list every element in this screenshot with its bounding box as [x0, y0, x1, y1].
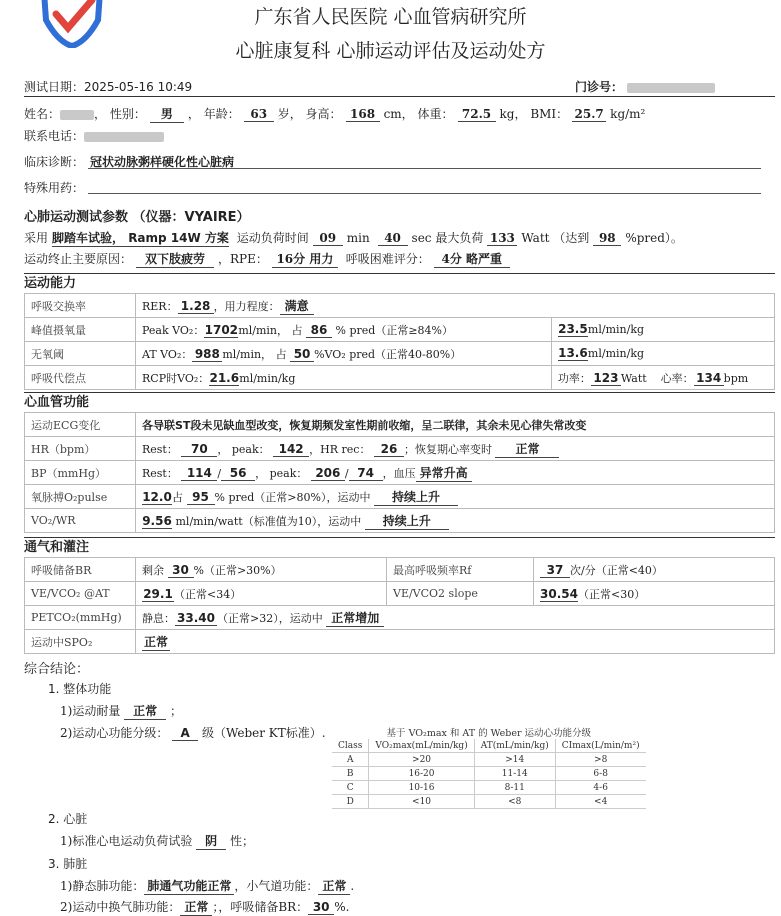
gender-value: 男 [150, 105, 184, 123]
s3-2-end: %. [334, 900, 350, 914]
veco2at-suffix: （正常<34） [174, 587, 242, 601]
peak-label: peak： [269, 466, 308, 480]
bp-peak-sys: 206 [311, 466, 345, 481]
s3-2-label: 2)运动中换气肺功能： [60, 900, 181, 914]
peak-pct-label: 占 [291, 323, 303, 337]
veco2at-cell [136, 582, 387, 606]
peak-rel-value: 23.5 [558, 322, 588, 336]
s1-1-label: 1)运动耐量 [60, 704, 121, 718]
test-date-label: 测试日期： [24, 80, 85, 94]
bp-rest-dia: 56 [221, 466, 255, 481]
cpet-device: （仪器：VYAIRE） [132, 210, 250, 225]
hrrec-change-label: ；恢复期心率变时 [403, 442, 492, 456]
o2p-pct-value: 95 [187, 490, 215, 505]
s3-1-label: 1)静态肺功能： [60, 879, 145, 893]
vo2wr-trend-value: 持续上升 [365, 512, 449, 530]
o2p-suffix: % pred（正常>80%），运动中 [214, 490, 371, 504]
rel-unit: ml/min/kg [587, 323, 645, 336]
s2-1-value: 阴 [196, 832, 226, 850]
hr-label: 心率： [660, 371, 694, 385]
bp-rest-sys: 114 [181, 466, 217, 481]
table-row [25, 606, 775, 630]
s3-2b-value: 30 [308, 900, 334, 915]
slash: / [217, 466, 222, 480]
peak-unit: ml/min， [238, 323, 289, 337]
cpet-method-row [24, 229, 683, 247]
peak-label: peak： [231, 442, 270, 456]
phone-label: 联系电话： [24, 129, 85, 143]
table-row [25, 413, 775, 437]
medication-line [88, 193, 761, 194]
petco2-label: 静息： [142, 611, 175, 625]
comma: ， [255, 466, 267, 480]
ventilation-table [24, 557, 775, 654]
rpe-value: 16分 用力 [272, 250, 338, 268]
petco2-mid: （正常>32），运动中 [217, 611, 323, 625]
slope-cell [534, 582, 775, 606]
table-row [25, 318, 775, 342]
power-value: 123 [591, 371, 621, 386]
power-label: 功率： [557, 371, 591, 385]
rer-value: 1.28 [178, 299, 214, 314]
weber-cell: A [332, 753, 369, 767]
at-name: 无氧阈 [25, 342, 136, 366]
weber-cell: 6-8 [555, 767, 645, 781]
at-pct-value: 50 [290, 347, 314, 362]
bp-cell [136, 461, 775, 485]
s1-2-label: 2)运动心功能分级： [60, 726, 169, 740]
slash: / [344, 466, 349, 480]
medication-row [24, 179, 84, 196]
divider [24, 96, 775, 97]
stop-reason-row [24, 250, 514, 268]
exercise-capacity-table [24, 293, 775, 390]
peak-pct-value: 86 [306, 323, 332, 338]
weber-cell: B [332, 767, 369, 781]
table-row [25, 630, 775, 654]
method-prefix: 采用 [24, 231, 49, 245]
s1-2-value: A [172, 726, 198, 741]
table-row [25, 437, 775, 461]
watt-unit: Watt [521, 231, 550, 245]
peak-vo2-value: 1702 [204, 322, 239, 337]
bp-peak-dia: 74 [349, 466, 383, 481]
s2-1-label: 1)标准心电运动负荷试验 [60, 834, 193, 848]
table-row [332, 739, 646, 753]
weber-header: Class [332, 739, 369, 753]
weber-cell: 10-16 [369, 781, 474, 795]
hr-value: 134 [694, 371, 724, 386]
table-row [332, 753, 646, 767]
slope-name: VE/VCO2 slope [387, 582, 534, 606]
table-row [25, 582, 775, 606]
table-row [25, 461, 775, 485]
rest-label: Rest： [142, 466, 178, 480]
duration-min: 09 [313, 231, 343, 246]
rf-name: 最高呼吸频率Rf [387, 558, 534, 582]
max-load-value: 133 [487, 231, 517, 246]
vo2wr-value: 9.56 [142, 513, 172, 528]
s3-1-mid: ，小气道功能： [234, 879, 319, 893]
height-label: 身高： [305, 107, 342, 121]
hospital-title: 广东省人民医院 心血管病研究所 [254, 6, 527, 28]
gender-label: 性别： [109, 107, 146, 121]
rpe-label: ，RPE： [218, 252, 268, 266]
rer-label: RER： [142, 299, 178, 313]
at-rel-value: 13.6 [558, 346, 588, 360]
rer-name: 呼吸交换率 [25, 294, 136, 318]
table-row [25, 366, 775, 390]
s3-2-mid: ；，呼吸储备BR： [212, 900, 309, 914]
peak-name: 峰值摄氧量 [25, 318, 136, 342]
table-row [332, 795, 646, 809]
br-cell [136, 558, 387, 582]
rf-suffix: 次/分（正常<40） [570, 563, 663, 577]
weber-cell: 11-14 [474, 767, 555, 781]
bp-name: BP（mmHg） [25, 461, 136, 485]
reach-pct: 98 [593, 231, 621, 246]
o2p-value: 12.0 [142, 489, 172, 504]
clinic-number [575, 78, 715, 95]
age-label: 年龄： [203, 107, 240, 121]
o2p-pct-label: 占 [172, 490, 183, 504]
cpet-section-title [24, 206, 250, 225]
clinic-number-label: 门诊号： [575, 80, 624, 94]
peak-cell [136, 318, 552, 342]
rel-unit: ml/min/kg [239, 371, 296, 385]
at-label: AT VO₂： [142, 347, 193, 361]
stop-reason-label: 运动终止主要原因： [24, 252, 133, 266]
weber-cell: 4-6 [555, 781, 645, 795]
vo2wr-suffix: ml/min/watt（标准值为10），运动中 [175, 514, 362, 528]
power-cell [551, 366, 774, 390]
test-date: 2025-05-16 10:49 [84, 80, 193, 94]
cpet-title: 心肺运动测试参数 [24, 210, 129, 225]
bp-label: ，血压 [382, 466, 416, 480]
diagnosis-value: 冠状动脉粥样硬化性心脏病 [90, 155, 235, 169]
conclusion-s3-1 [60, 877, 354, 895]
at-rel-cell [551, 342, 774, 366]
s1-1-value: 正常 [124, 702, 166, 720]
at-pct-label: 占 [275, 347, 287, 361]
hr-peak-value: 142 [273, 442, 309, 457]
height-value: 168 [346, 107, 380, 122]
conclusion-s1-1 [60, 702, 182, 720]
petco2-value: 33.40 [175, 611, 217, 626]
o2p-trend-value: 持续上升 [374, 488, 458, 506]
weight-unit: kg， [499, 107, 527, 121]
height-unit: cm， [383, 107, 414, 121]
rcp-value: 21.6 [209, 370, 240, 385]
vo2wr-cell [136, 509, 775, 533]
duration-label: 运动负荷时间 [236, 231, 309, 245]
conclusion-s3: 3. 肺脏 [48, 857, 88, 871]
weber-cell: <4 [555, 795, 645, 809]
dyspnea-label: 呼吸困难评分： [345, 252, 430, 266]
at-unit: ml/min， [222, 347, 273, 361]
rcp-name: 呼吸代偿点 [25, 366, 136, 390]
hr-rec-value: 26 [374, 442, 404, 457]
petco2-trend-value: 正常增加 [326, 609, 384, 627]
dyspnea-value: 4分 略严重 [434, 250, 510, 268]
vo2wr-name: VO₂/WR [25, 509, 136, 533]
redacted-phone [84, 132, 164, 142]
duration-sec: 40 [378, 231, 408, 246]
s3-1-value: 肺通气功能正常 [144, 877, 234, 895]
method-value: 脚踏车试验， Ramp 14W 方案 [52, 231, 229, 245]
s2-1-end: 性； [229, 834, 254, 848]
bmi-label: BMI： [530, 107, 569, 121]
medication-label: 特殊用药： [24, 181, 85, 195]
sec-unit: sec [411, 231, 432, 245]
spo2-cell [136, 630, 775, 654]
ventilation-header: 通气和灌注 [24, 537, 775, 558]
name-label: 姓名： [24, 107, 61, 121]
slope-value: 30.54 [540, 586, 578, 601]
weber-classification-table [332, 725, 646, 809]
ecg-value: 各导联ST段未见缺血型改变，恢复期频发室性期前收缩，呈二联律，其余未见心律失常改变 [136, 413, 775, 437]
weber-header: AT(mL/min/kg) [474, 739, 555, 753]
s1-2-end: 级（Weber KT标准）. [201, 726, 326, 740]
br-label: 剩余 [142, 563, 164, 577]
petco2-cell [136, 606, 775, 630]
rest-label: Rest： [142, 442, 178, 456]
bp-response-value: 异常升高 [416, 464, 472, 482]
weber-cell: D [332, 795, 369, 809]
rcp-label: RCP时VO₂： [142, 371, 210, 385]
hr-rest-value: 70 [181, 442, 217, 457]
slope-suffix: （正常<30） [578, 587, 646, 601]
veco2at-name: VE/VCO₂ @AT [25, 582, 136, 606]
hr-name: HR（bpm） [25, 437, 136, 461]
s3-1b-value: 正常 [318, 877, 350, 895]
table-row [25, 485, 775, 509]
table-row [332, 767, 646, 781]
rel-unit: ml/min/kg [587, 347, 645, 360]
test-date-row [24, 78, 192, 95]
conclusion-s1-2 [60, 724, 326, 741]
rf-cell [534, 558, 775, 582]
redacted-name [60, 110, 94, 120]
max-load-label: 最大负荷 [435, 231, 484, 245]
weber-header: VO₂max(mL/min/kg) [369, 739, 474, 753]
bmi-value: 25.7 [572, 107, 606, 122]
rcp-cell [136, 366, 552, 390]
conclusion-s3-2 [60, 898, 349, 916]
report-title: 心脏康复科 心肺运动评估及运动处方 [235, 40, 546, 62]
exercise-capacity-header: 运动能力 [24, 273, 775, 294]
weber-table-title: 基于 VO₂max 和 AT 的 Weber 运动心功能分级 [386, 728, 592, 739]
rf-value: 37 [540, 563, 570, 578]
hr-cell [136, 437, 775, 461]
conclusion-s2-1 [60, 832, 254, 850]
patient-info-row: 姓名： ， 性别： 男 ， 年龄： 63 岁， 身高： 168 cm， 体重： 72.5 kg， BMI： 25.7 kg/m² [24, 107, 646, 121]
spo2-name: 运动中SPO₂ [25, 630, 136, 654]
at-vo2-value: 988 [192, 347, 222, 362]
effort-value: 满意 [280, 297, 314, 315]
spo2-value: 正常 [143, 634, 168, 649]
s1-1-end: ； [169, 704, 182, 718]
weber-cell: >14 [474, 753, 555, 767]
reach-label: （达到 [553, 231, 590, 245]
weber-cell: >20 [369, 753, 474, 767]
diagnosis-line [88, 168, 761, 169]
conclusion-s1: 1. 整体功能 [48, 682, 112, 696]
hrrec-label: ，HR rec： [309, 442, 371, 456]
peak-rel-cell [551, 318, 774, 342]
weber-cell: 16-20 [369, 767, 474, 781]
table-row [25, 342, 775, 366]
hr-unit: bpm [723, 371, 749, 385]
weber-cell: <8 [474, 795, 555, 809]
cardiovascular-table [24, 412, 775, 533]
min-unit: min [346, 231, 370, 245]
reach-suffix: %pred）。 [625, 231, 683, 245]
weber-cell: C [332, 781, 369, 795]
br-name: 呼吸储备BR [25, 558, 136, 582]
cardiovascular-header: 心血管功能 [24, 392, 775, 413]
o2p-cell [136, 485, 775, 509]
weber-cell: <10 [369, 795, 474, 809]
table-row [25, 294, 775, 318]
table-row [332, 781, 646, 795]
at-cell [136, 342, 552, 366]
rer-cell [136, 294, 775, 318]
conclusion-title: 综合结论： [24, 662, 90, 677]
comma: ， [217, 442, 229, 456]
bmi-unit: kg/m² [610, 107, 646, 121]
weight-label: 体重： [417, 107, 454, 121]
s3-2-value: 正常 [180, 898, 212, 916]
at-pct-suffix: %VO₂ pred（正常40-80%） [314, 347, 462, 361]
veco2at-value: 29.1 [143, 586, 173, 601]
table-row [25, 509, 775, 533]
peak-pct-suffix: % pred（正常≥84%） [335, 323, 453, 337]
weber-cell: >8 [555, 753, 645, 767]
ecg-name: 运动ECG变化 [25, 413, 136, 437]
redacted-clinic-number [627, 83, 715, 93]
age-unit: 岁， [277, 107, 302, 121]
age-value: 63 [244, 107, 274, 122]
hr-recovery-value: 正常 [495, 440, 559, 458]
o2p-name: 氧脉搏O₂pulse [25, 485, 136, 509]
weight-value: 72.5 [458, 107, 496, 122]
br-suffix: %（正常>30%） [193, 563, 282, 577]
weber-header: CImax(L/min/m²) [555, 739, 645, 753]
peak-label: Peak VO₂： [142, 323, 205, 337]
br-value: 30 [168, 563, 194, 578]
petco2-name: PETCO₂(mmHg) [25, 606, 136, 630]
effort-label: ，用力程度： [213, 299, 280, 313]
conclusion-s2: 2. 心脏 [48, 812, 88, 826]
diagnosis-label: 临床诊断： [24, 155, 85, 169]
s3-1-end: . [350, 879, 355, 893]
stop-reason-value: 双下肢疲劳 [136, 250, 214, 268]
table-row [25, 558, 775, 582]
phone-row [24, 127, 164, 144]
weber-cell: 8-11 [474, 781, 555, 795]
power-unit: Watt [620, 371, 647, 385]
